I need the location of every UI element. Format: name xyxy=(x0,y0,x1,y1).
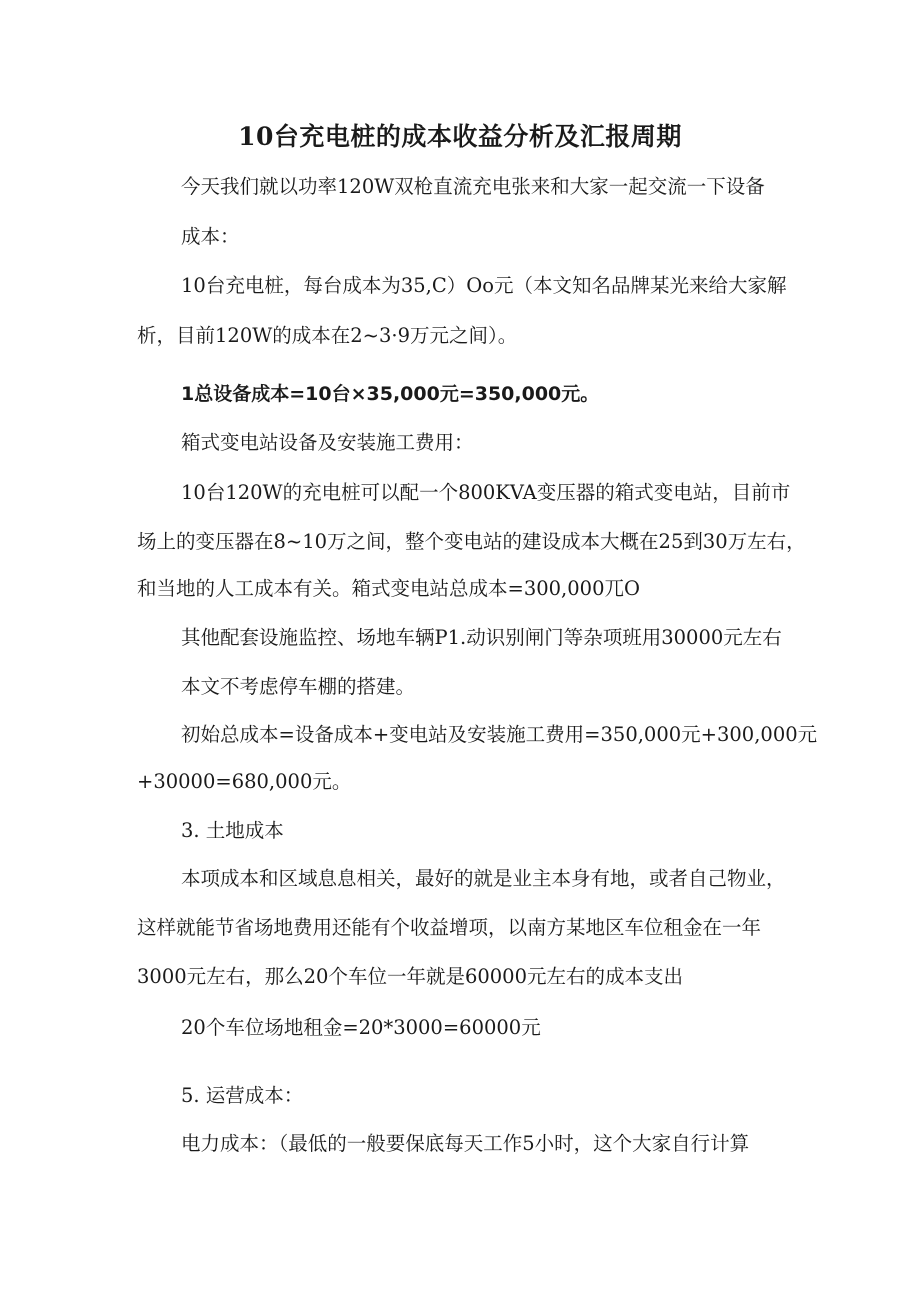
paragraph-line: 今天我们就以功率120W双枪直流充电张来和大家一起交流一下设备 xyxy=(181,175,765,198)
paragraph-line: 10台充电桩，每台成本为35,C）Oo元（本文知名品牌某光来给大家解 xyxy=(181,274,787,297)
paragraph-line: 其他配套设施监控、场地车辆P1.动识别闸门等杂项班用30000元左右 xyxy=(181,626,782,649)
section-heading: 3. 土地成本 xyxy=(181,819,284,842)
paragraph-line-bold: 1总设备成本=10台×35,000元=350,000元。 xyxy=(181,383,600,405)
paragraph-line: 本文不考虑停车棚的搭建。 xyxy=(181,675,416,698)
paragraph-line: 10台120W的充电桩可以配一个800KVA变压器的箱式变电站，目前市 xyxy=(181,481,791,504)
paragraph-line: 成本： xyxy=(181,225,240,248)
paragraph-line: 场上的变压器在8~10万之间，整个变电站的建设成本大概在25到30万左右， xyxy=(137,530,806,553)
paragraph-line: 箱式变电站设备及安装施工费用： xyxy=(181,431,474,454)
paragraph-line: 和当地的人工成本有关。箱式变电站总成本=300,000兀O xyxy=(137,577,640,600)
paragraph-line: 3000元左右，那么20个车位一年就是60000元左右的成本支出 xyxy=(137,965,683,988)
section-heading: 5. 运营成本： xyxy=(181,1084,304,1107)
paragraph-line: 析，目前120W的成本在2~3·9万元之间）。 xyxy=(137,324,518,347)
paragraph-line: 20个车位场地租金=20*3000=60000元 xyxy=(181,1016,541,1039)
paragraph-line: +30000=680,000元。 xyxy=(137,770,352,793)
paragraph-line: 这样就能节省场地费用还能有个收益增项，以南方某地区车位租金在一年 xyxy=(137,916,762,939)
paragraph-line: 本项成本和区域息息相关，最好的就是业主本身有地，或者自己物业， xyxy=(181,867,786,890)
paragraph-line: 电力成本：（最低的一般要保底每天工作5小时，这个大家自行计算 xyxy=(181,1132,750,1155)
paragraph-line: 初始总成本=设备成本+变电站及安装施工费用=350,000元+300,000元 xyxy=(181,723,818,746)
document-title: 10台充电桩的成本收益分析及汇报周期 xyxy=(238,122,682,151)
